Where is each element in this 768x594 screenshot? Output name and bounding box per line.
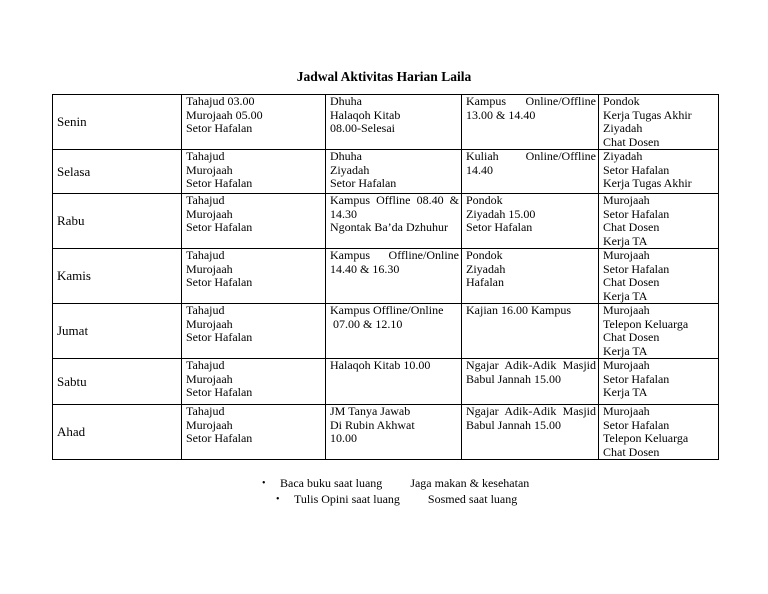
activity-line: Halaqoh Kitab 10.00 — [330, 358, 431, 372]
day-cell: Rabu — [53, 194, 182, 249]
day-cell: Jumat — [53, 304, 182, 359]
activity-line: Murojaah — [186, 417, 233, 432]
activity-line: Setor Hafalan — [186, 330, 253, 344]
activity-line: Kerja TA — [603, 233, 648, 248]
activity-cell — [599, 405, 719, 460]
activity-cell — [462, 405, 599, 460]
activity-line: Kajian 16.00 Kampus — [466, 303, 571, 317]
activity-line: Setor Hafalan — [186, 176, 253, 190]
note-row — [276, 492, 518, 507]
schedule-row — [53, 359, 719, 405]
day-cell: Selasa — [53, 150, 182, 194]
activity-line: Babul Jannah 15.00 — [466, 417, 561, 432]
activity-line: Setor Hafalan — [603, 261, 670, 276]
activity-line: Dhuha — [330, 149, 362, 163]
day-cell: Ahad — [53, 405, 182, 460]
activity-line: Murojaah — [186, 162, 233, 177]
activity-line: Kerja TA — [603, 288, 648, 303]
activity-line: Ngajar Adik-Adik Masjid — [466, 404, 596, 418]
activity-line: Ziyadah — [466, 261, 506, 276]
activity-line: Kampus Offline 08.40 & — [330, 193, 459, 207]
activity-line: Murojaah — [603, 358, 650, 372]
activity-cell — [462, 249, 599, 304]
activity-line: 08.00-Selesai — [330, 121, 395, 135]
activity-line: Chat Dosen — [603, 275, 660, 289]
activity-cell — [326, 249, 462, 304]
activity-line: Tahajud — [186, 303, 225, 317]
note-item: Jaga makan & kesehatan — [410, 476, 530, 490]
activity-line: Murojaah — [603, 303, 650, 317]
activity-line: Dhuha — [330, 94, 362, 108]
activity-line: 13.00 & 14.40 — [466, 107, 536, 122]
activity-line: Telepon Keluarga — [603, 431, 689, 445]
activity-line: Telepon Keluarga — [603, 316, 689, 331]
activity-cell — [326, 304, 462, 359]
activity-line: Setor Hafalan — [603, 162, 670, 177]
bullet-icon: • — [262, 478, 266, 489]
activity-line: Tahajud — [186, 358, 225, 372]
activity-line: Setor Hafalan — [186, 431, 253, 445]
activity-line: Setor Hafalan — [186, 275, 253, 289]
page-title: Jadwal Aktivitas Harian Laila — [296, 69, 472, 84]
activity-line: Chat Dosen — [603, 330, 660, 344]
activity-line: Tahajud — [186, 149, 225, 163]
activity-line: Pondok — [603, 94, 640, 108]
activity-line: Murojaah — [603, 193, 650, 207]
activity-line: Setor Hafalan — [603, 417, 670, 432]
activity-line: Tahajud 03.00 — [186, 94, 255, 108]
activity-line: Kerja TA — [603, 343, 648, 358]
activity-cell — [462, 359, 599, 405]
bullet-icon: • — [276, 494, 280, 505]
activity-cell — [182, 405, 326, 460]
activity-cell — [182, 194, 326, 249]
activity-line: Pondok — [466, 248, 503, 262]
schedule-row — [53, 150, 719, 194]
activity-line: Kampus Online/Offline — [466, 94, 596, 108]
activity-line: Murojaah — [603, 404, 650, 418]
activity-line: Halaqoh Kitab — [330, 107, 401, 122]
activity-cell — [182, 359, 326, 405]
activity-cell — [462, 194, 599, 249]
activity-cell — [326, 95, 462, 150]
activity-cell — [182, 304, 326, 359]
activity-line: Murojaah — [186, 371, 233, 386]
activity-line: Kampus Offline/Online — [330, 303, 444, 317]
activity-line: 14.30 — [330, 206, 357, 221]
activity-line: Kampus Offline/Online — [330, 248, 459, 262]
activity-cell — [462, 150, 599, 194]
note-item: Tulis Opini saat luang — [294, 492, 400, 506]
note-item: Sosmed saat luang — [427, 492, 518, 506]
activity-line: Ziyadah 15.00 — [466, 206, 536, 221]
activity-line: Babul Jannah 15.00 — [466, 371, 561, 386]
activity-line: Setor Hafalan — [466, 220, 533, 234]
activity-cell — [599, 95, 719, 150]
activity-line: Chat Dosen — [603, 134, 660, 149]
activity-line: Ziyadah — [603, 149, 643, 163]
activity-line: Di Rubin Akhwat — [330, 417, 415, 432]
activity-cell — [182, 95, 326, 150]
activity-line: 10.00 — [330, 431, 357, 445]
activity-cell — [462, 304, 599, 359]
activity-cell — [182, 249, 326, 304]
activity-cell — [326, 150, 462, 194]
activity-line: Chat Dosen — [603, 444, 660, 459]
activity-cell — [326, 194, 462, 249]
activity-line: Tahajud — [186, 193, 225, 207]
activity-line: Setor Hafalan — [186, 385, 253, 399]
day-cell: Kamis — [53, 249, 182, 304]
activity-line: 07.00 & 12.10 — [330, 316, 403, 331]
activity-line: Kuliah Online/Offline — [466, 149, 596, 163]
activity-line: Murojaah — [186, 206, 233, 221]
activity-line: Ngontak Ba’da Dzhuhur — [330, 220, 448, 234]
note-row — [262, 476, 530, 491]
activity-cell — [599, 150, 719, 194]
activity-cell — [599, 194, 719, 249]
note-item: Baca buku saat luang — [280, 476, 383, 490]
activity-cell — [599, 249, 719, 304]
activity-cell — [182, 150, 326, 194]
activity-line: Ziyadah — [330, 162, 370, 177]
day-cell: Senin — [53, 95, 182, 150]
activity-line: Setor Hafalan — [186, 220, 253, 234]
schedule-row — [53, 405, 719, 460]
activity-cell — [599, 304, 719, 359]
schedule-row — [53, 304, 719, 359]
activity-line: Tahajud — [186, 248, 225, 262]
activity-line: Setor Hafalan — [186, 121, 253, 135]
activity-line: Murojaah 05.00 — [186, 107, 263, 122]
activity-line: Murojaah — [186, 261, 233, 276]
activity-line: 14.40 — [466, 162, 493, 177]
activity-line: Murojaah — [603, 248, 650, 262]
activity-line: Setor Hafalan — [330, 176, 397, 190]
activity-cell — [599, 359, 719, 405]
activity-cell — [326, 405, 462, 460]
activity-line: Ziyadah — [603, 121, 643, 135]
schedule-body — [53, 95, 719, 460]
schedule-row — [53, 194, 719, 249]
activity-line: Setor Hafalan — [603, 206, 670, 221]
schedule-table — [52, 94, 719, 460]
activity-line: 14.40 & 16.30 — [330, 261, 400, 276]
activity-line: JM Tanya Jawab — [330, 404, 411, 418]
activity-line: Kerja Tugas Akhir — [603, 176, 692, 190]
activity-line: Kerja Tugas Akhir — [603, 107, 692, 122]
day-cell: Sabtu — [53, 359, 182, 405]
activity-line: Ngajar Adik-Adik Masjid — [466, 358, 596, 372]
activity-line: Hafalan — [466, 275, 504, 289]
activity-line: Murojaah — [186, 316, 233, 331]
activity-cell — [326, 359, 462, 405]
activity-line: Setor Hafalan — [603, 371, 670, 386]
schedule-row — [53, 249, 719, 304]
schedule-row — [53, 95, 719, 150]
activity-line: Chat Dosen — [603, 220, 660, 234]
activity-line: Kerja TA — [603, 385, 648, 399]
activity-line: Tahajud — [186, 404, 225, 418]
activity-line: Pondok — [466, 193, 503, 207]
activity-cell — [462, 95, 599, 150]
